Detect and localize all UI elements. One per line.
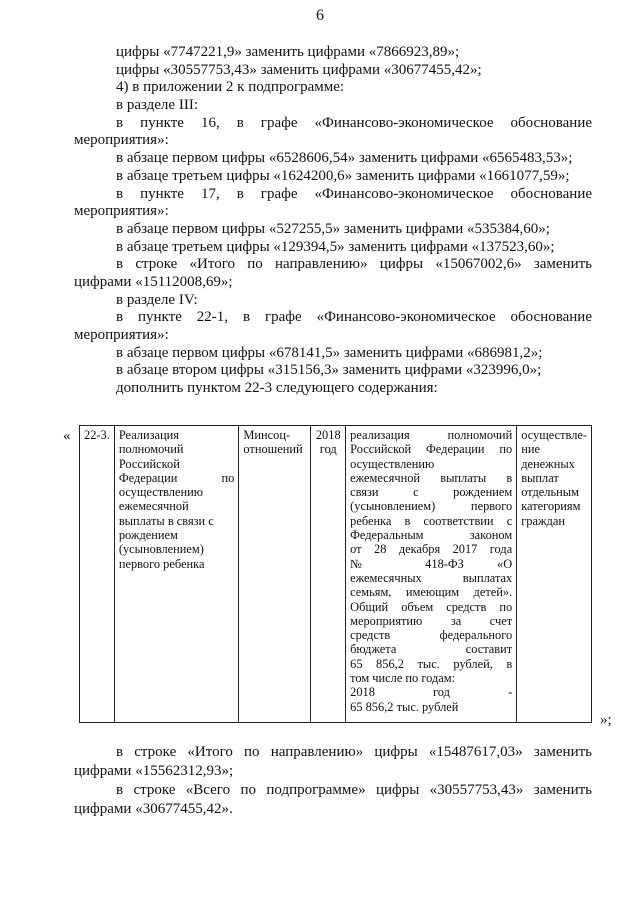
cell-line: год — [319, 442, 337, 457]
paragraph-line: цифрами «15112008,69»; — [74, 273, 233, 290]
cell-line: выплаты в связи с — [118, 513, 214, 528]
paragraph-line: в пункте 17, в графе «Финансово-экономическое обоснование — [116, 185, 592, 202]
cell-line: ние — [521, 442, 540, 457]
cell-line: 2018 — [315, 428, 341, 442]
cell-line: реализация полномочий — [350, 428, 513, 442]
cell-line: категориям — [521, 499, 581, 514]
paragraph-line: в пункте 16, в графе «Финансово-экономическое обоснование — [116, 114, 592, 131]
cell-line: Федеральным законом — [350, 528, 513, 543]
paragraph-line: 4) в приложении 2 к подпрограмме: — [116, 79, 345, 96]
cell-line: Российской — [118, 456, 180, 471]
cell-line: первого ребенка — [118, 556, 205, 571]
cell-line: осуществлению — [118, 485, 204, 500]
document-body-bottom — [74, 743, 592, 819]
paragraph-line: цифрами «30677455,42». — [74, 801, 233, 817]
cell-line: от 28 декабря 2017 года — [350, 542, 513, 557]
table-row — [80, 426, 592, 723]
cell-line: осуществле- — [521, 428, 587, 442]
paragraph-line: цифры «30557753,43» заменить цифрами «30677455,42»; — [116, 61, 482, 78]
cell-line: выплат — [521, 470, 559, 485]
cell-line: денежных — [521, 456, 575, 471]
paragraph-line: в абзаце третьем цифры «1624200,6» заменить цифрами «1661077,59»; — [116, 167, 570, 184]
cell-financial-justification — [346, 426, 517, 723]
cell-line: отдельным — [521, 485, 579, 500]
cell-executor — [239, 426, 311, 723]
cell-line: том числе по годам: — [350, 671, 456, 686]
cell-line: Российской Федерации по — [350, 442, 513, 457]
paragraph-line: в разделе III: — [116, 97, 198, 114]
paragraph-line: цифры «7747221,9» заменить цифрами «7866923,89»; — [116, 44, 460, 60]
cell-item-number — [80, 426, 115, 723]
cell-line: Федерации по — [118, 470, 235, 485]
cell-line: отношений — [243, 442, 303, 457]
cell-line: семьям, имеющим детей». — [350, 585, 513, 600]
cell-line: 65 856,2 тыс. рублей — [350, 699, 459, 714]
cell-line: (усыновлением) первого — [350, 499, 513, 514]
paragraph-line: в строке «Итого по направлению» цифры «15067002,6» заменить — [116, 256, 592, 273]
paragraph-line: мероприятия»: — [74, 203, 169, 220]
page-number: 6 — [316, 7, 324, 24]
insert-table — [79, 425, 592, 723]
cell-line: 65 856,2 тыс. рублей, в — [350, 656, 513, 671]
paragraph-line: в абзаце первом цифры «527255,5» заменить цифрами «535384,60»; — [116, 220, 550, 237]
paragraph-line: в абзаце первом цифры «6528606,54» заменить цифрами «6565483,53»; — [116, 150, 573, 167]
paragraph-line: цифрами «15562312,93»; — [74, 763, 234, 779]
paragraph-line: в абзаце втором цифры «315156,3» заменить цифрами «323996,0»; — [116, 362, 542, 379]
cell-line: 22-3. — [84, 428, 110, 442]
paragraph-line: в строке «Итого по направлению» цифры «15487617,03» заменить — [116, 744, 592, 760]
cell-line: полномочий — [118, 442, 184, 457]
cell-measure-name — [114, 426, 239, 723]
cell-line: ежемесячных выплатах — [350, 570, 513, 585]
cell-line: ребенка в соответствии с — [350, 513, 513, 528]
opening-quote: « — [63, 428, 71, 444]
cell-line: № 418-ФЗ «О — [350, 556, 513, 571]
cell-line: ежемесячной — [118, 499, 189, 514]
cell-line: осуществлению — [350, 456, 435, 471]
cell-line: (усыновлением) — [118, 542, 204, 557]
cell-line: средств федерального — [350, 628, 513, 643]
cell-year — [311, 426, 346, 723]
paragraph-line: мероприятия»: — [74, 132, 169, 149]
cell-line: Общий объем средств по — [350, 599, 513, 614]
cell-line: Реализация — [118, 428, 179, 442]
paragraph-line: в пункте 22-1, в графе «Финансово-экономическое обоснование — [116, 309, 592, 326]
paragraph-line: в строке «Всего по подпрограмме» цифры «30557753,43» заменить — [116, 782, 592, 798]
cell-line: рождением — [118, 528, 178, 543]
cell-line: бюджета составит — [350, 642, 513, 657]
cell-line: мероприятию за счет — [350, 613, 513, 628]
paragraph-line: дополнить пунктом 22-3 следующего содержания: — [116, 380, 438, 397]
document-body-top — [74, 44, 592, 398]
cell-line: 2018 год - — [350, 685, 513, 700]
cell-result — [517, 426, 592, 723]
cell-line: ежемесячной выплаты в — [350, 470, 513, 485]
closing-quote: »; — [600, 712, 612, 728]
paragraph-line: в разделе IV: — [116, 291, 198, 308]
paragraph-line: в абзаце третьем цифры «129394,5» заменить цифрами «137523,60»; — [116, 238, 555, 255]
cell-line: граждан — [521, 513, 565, 528]
paragraph-line: в абзаце первом цифры «678141,5» заменить цифрами «686981,2»; — [116, 344, 543, 361]
paragraph-line: мероприятия»: — [74, 327, 169, 343]
cell-line: Минсоц- — [243, 428, 291, 442]
cell-line: связи с рождением — [350, 485, 513, 500]
